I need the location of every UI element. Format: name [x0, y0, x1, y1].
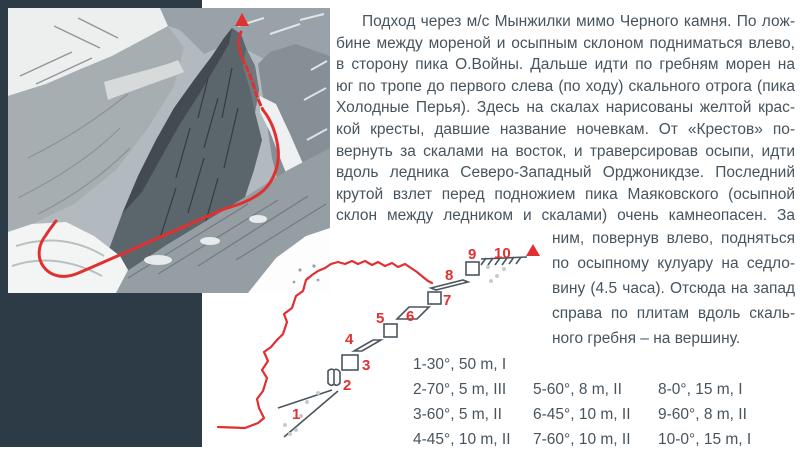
- pitch-item: 10-0°, 15 m, I: [658, 431, 752, 448]
- pitch-item: 2-70°, 5 m, III: [413, 381, 507, 398]
- pitch-item: 4-45°, 10 m, II: [413, 431, 511, 448]
- approach-paragraph-line: юг по тропе до первого слева (по ходу) скального отрога (пика: [336, 77, 795, 95]
- pitch-item: 1-30°, 50 m, I: [413, 356, 507, 373]
- topo-station-number: 6: [406, 308, 415, 325]
- approach-paragraph-line: справа по плитам вдоль скаль-: [552, 305, 795, 322]
- topo-station-number: 4: [345, 331, 354, 348]
- pitch-item: 5-60°, 8 m, II: [533, 381, 622, 398]
- pitch-list-column-3: [658, 377, 751, 452]
- approach-paragraph-line: крутой взлет перед подножием пика Маяковского (осыпной: [336, 185, 795, 203]
- snow-patch: [144, 255, 172, 265]
- pitch-item: 7-60°, 10 m, II: [533, 431, 631, 448]
- approach-paragraph-line: ного гребня – на вершину.: [552, 330, 741, 347]
- approach-paragraph-line: вину (4.5 часа). Отсюда на запад: [552, 280, 795, 297]
- pitch-list-column-2: [533, 377, 631, 452]
- snow-patch: [249, 215, 267, 223]
- approach-paragraph-line: по осыпному кулуару на седло-: [552, 255, 795, 272]
- approach-paragraph-line: в сторону пика О.Войны. Дальше идти по гребням морен на: [336, 56, 795, 74]
- topo-station-number: 1: [292, 406, 301, 423]
- pitch-item: 3-60°, 5 m, II: [413, 406, 502, 423]
- approach-paragraph-line: Холодные Перья). Здесь на скалах нарисованы желтой крас-: [336, 99, 795, 117]
- pitch-item: 8-0°, 15 m, I: [658, 381, 743, 398]
- summit-triangle-icon: [526, 244, 540, 256]
- station-4-slab: [354, 340, 381, 351]
- station-9-square: [466, 262, 479, 275]
- approach-paragraph-line: бине между мореной и осыпным склоном подниматься влево,: [336, 34, 795, 52]
- station-2-corner-symbol: [328, 369, 340, 385]
- topo-station-number: 2: [343, 377, 352, 394]
- topo-station-number: 9: [468, 246, 477, 263]
- approach-paragraph-line: вдоль ледника Северо-Западный Орджоникдзе. Последний: [336, 164, 795, 182]
- station-5-square: [384, 324, 397, 337]
- approach-paragraph-line: кой кресты, давшие название ночевкам. От «Крестов» по-: [336, 120, 795, 138]
- topo-station-number: 7: [443, 292, 452, 309]
- station-7-square: [428, 292, 441, 304]
- pitch-list-column-1: [413, 352, 511, 452]
- approach-paragraph-line: вернуть за скалами на восток, и траверсировав осыпи, идти: [336, 142, 795, 160]
- topo-station-number: 10: [494, 245, 511, 262]
- topo-station-number: 3: [362, 357, 371, 374]
- pitch-item: 6-45°, 10 m, II: [533, 406, 631, 423]
- approach-paragraph-line: склон между ледником и скалами) очень камнеопасен. За: [336, 207, 795, 225]
- approach-paragraph-continued: [552, 226, 795, 351]
- topo-station-number: 5: [376, 310, 385, 327]
- station-3-square: [342, 355, 358, 370]
- approach-paragraph-line: ним, повернув влево, подняться: [552, 230, 795, 247]
- approach-paragraph-line: Подход через м/с Мынжилки мимо Черного камня. По лож-: [362, 13, 795, 30]
- approach-paragraph: [336, 11, 795, 227]
- pitch-item: 9-60°, 8 m, II: [658, 406, 747, 423]
- couloir-line: [278, 390, 332, 408]
- topo-station-number: 8: [445, 267, 454, 284]
